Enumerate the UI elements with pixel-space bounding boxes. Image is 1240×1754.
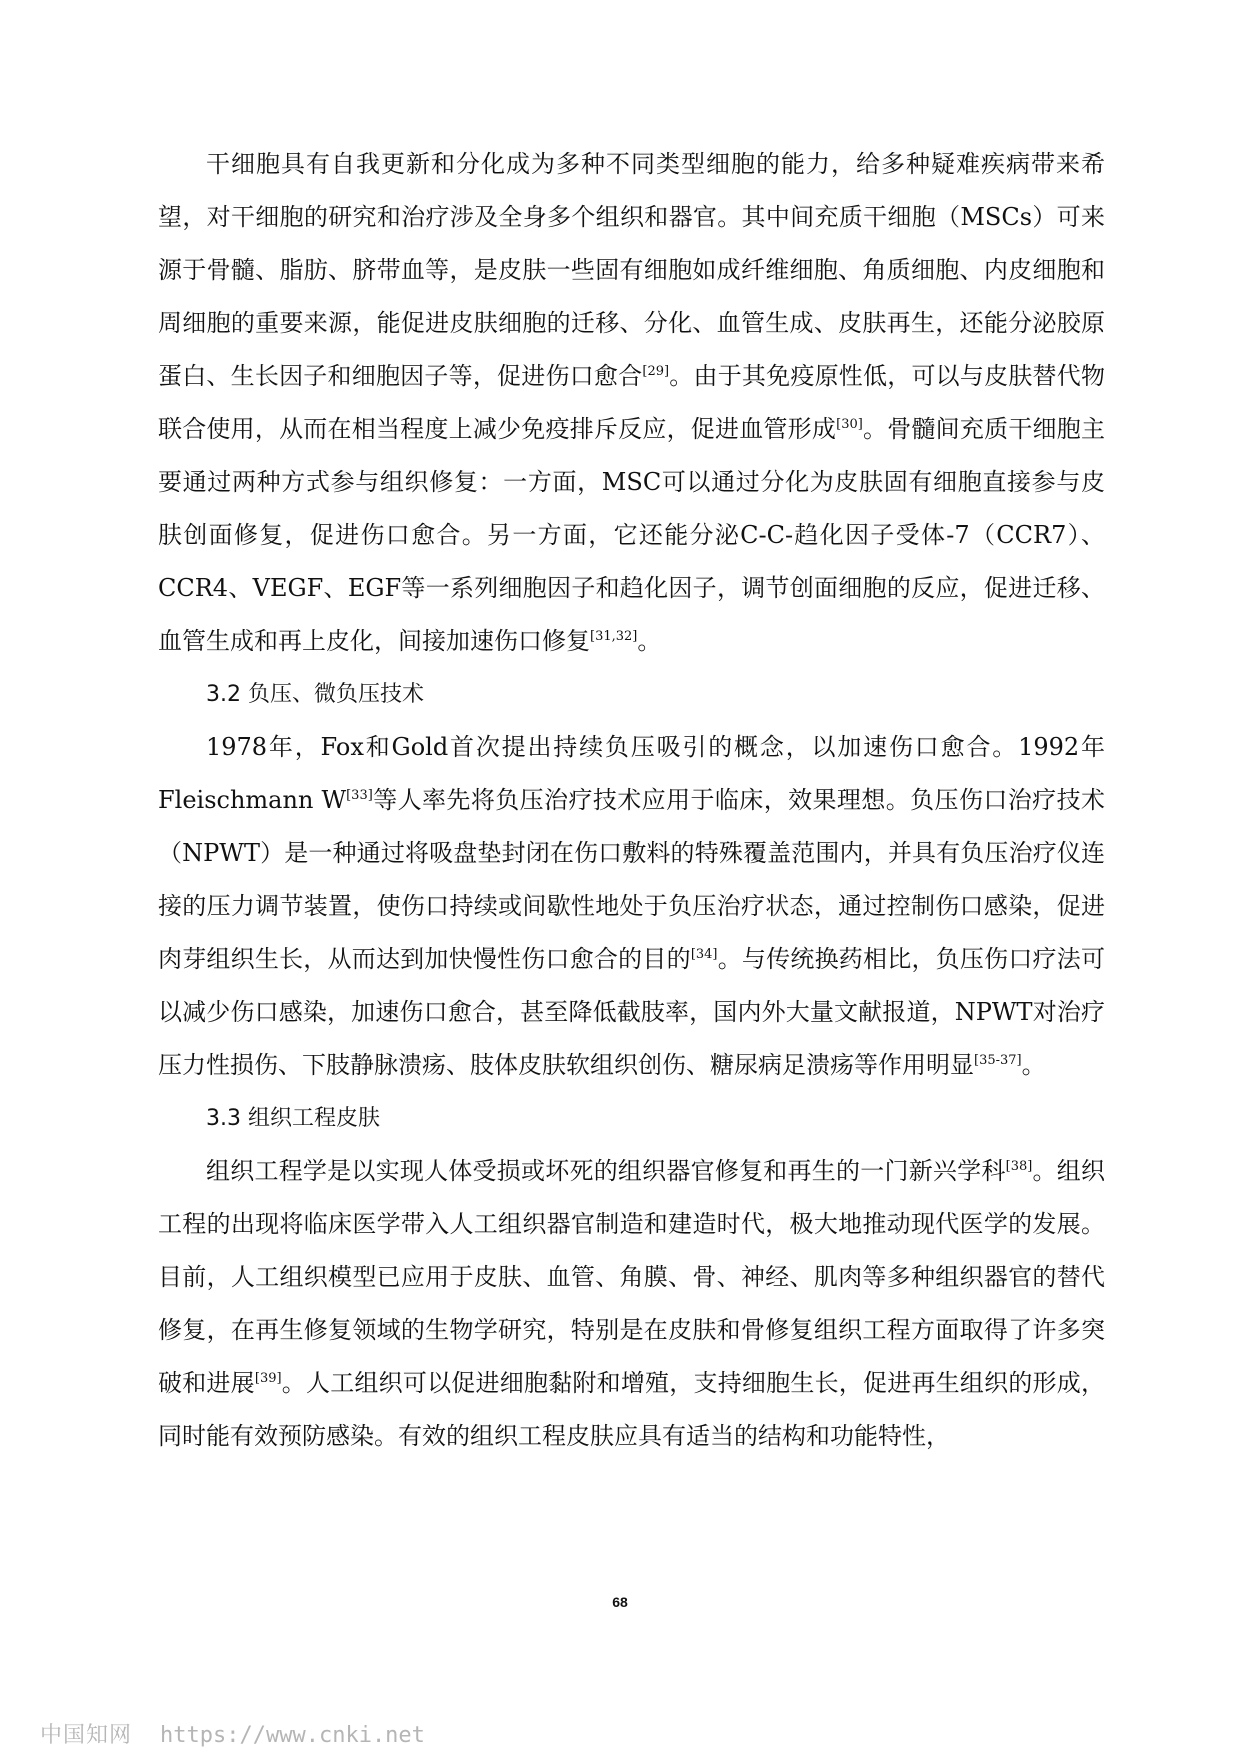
text-run: 。 [637, 627, 662, 655]
citation: [29] [642, 364, 670, 379]
text-run: 。骨髓间充质干细胞主要通过两种方式参与组织修复：一方面，MSC可以通过分化为皮肤固有细胞直接参与皮肤创面修复，促进伤口愈合。另一方面，它还能分泌C-C-趋化因子受体-7（CCR7）、CCR4、VEGF、EGF等一系列细胞因子和趋化因子，调节创面细胞的反应，促进迁移、血管生成和再上皮化，间接加速伤口修复 [158, 415, 1105, 655]
section-heading-negative-pressure: 3.2 负压、微负压技术 [206, 682, 424, 707]
paragraph-stem-cells [158, 138, 1105, 668]
text-run: 干细胞具有自我更新和分化成为多种不同类型细胞的能力，给多种疑难疾病带来希望，对干细胞的研究和治疗涉及全身多个组织和器官。其中间充质干细胞（MSCs）可来源于骨髓、脂肪、脐带血等，是皮肤一些固有细胞如成纤维细胞、角质细胞、内皮细胞和周细胞的重要来源，能促进皮肤细胞的迁移、分化、血管生成、皮肤再生，还能分泌胶原蛋白、生长因子和细胞因子等，促进伤口愈合 [158, 150, 1105, 390]
citation: [34] [690, 947, 718, 962]
watermark-url: https://www.cnki.net [160, 1723, 425, 1748]
text-run: 。由于其免疫原性低，可以与皮肤替代物联合使用，从而在相当程度上减少免疫排斥反应，促进血管形成 [158, 362, 1105, 443]
watermark-name: 中国知网 [40, 1723, 133, 1748]
citation: [30] [836, 417, 863, 432]
citation: [33] [346, 788, 373, 803]
paragraph-tissue-engineering [158, 1145, 1105, 1463]
citation: [39] [254, 1371, 282, 1386]
paragraph-npwt [158, 721, 1105, 1092]
text-run: 。 [1021, 1051, 1046, 1079]
text-run: 。组织工程的出现将临床医学带入人工组织器官制造和建造时代，极大地推动现代医学的发展。目前，人工组织模型已应用于皮肤、血管、角膜、骨、神经、肌肉等多种组织器官的替代修复，在再生修复领域的生物学研究，特别是在皮肤和骨修复组织工程方面取得了许多突破和进展 [158, 1157, 1106, 1397]
text-run: 。与传统换药相比，负压伤口疗法可以减少伤口感染，加速伤口愈合，甚至降低截肢率，国内外大量文献报道，NPWT对治疗压力性损伤、下肢静脉溃疡、肢体皮肤软组织创伤、糖尿病足溃疡等作用明显 [158, 945, 1105, 1079]
text-run: 组织工程学是以实现人体受损或坏死的组织器官修复和再生的一门新兴学科 [206, 1157, 1006, 1185]
section-heading-tissue-engineering: 3.3 组织工程皮肤 [206, 1106, 380, 1131]
citation: [35-37] [974, 1053, 1022, 1068]
citation: [38] [1005, 1159, 1033, 1174]
text-run: 等人率先将负压治疗技术应用于临床，效果理想。负压伤口治疗技术（NPWT）是一种通过将吸盘垫封闭在伤口敷料的特殊覆盖范围内，并具有负压治疗仪连接的压力调节装置，使伤口持续或间歇性地处于负压治疗状态，通过控制伤口感染，促进肉芽组织生长，从而达到加快慢性伤口愈合的目的 [158, 786, 1105, 973]
page-number: 68 [612, 1594, 628, 1610]
citation: [31,32] [590, 629, 638, 644]
text-run: 。人工组织可以促进细胞黏附和增殖，支持细胞生长，促进再生组织的形成，同时能有效预防感染。有效的组织工程皮肤应具有适当的结构和功能特性， [158, 1369, 1105, 1450]
body-text [158, 138, 1105, 1463]
text-run: 1978年，Fox和Gold首次提出持续负压吸引的概念，以加速伤口愈合。1992年Fleischmann W [158, 733, 1105, 814]
watermark [40, 1718, 425, 1749]
